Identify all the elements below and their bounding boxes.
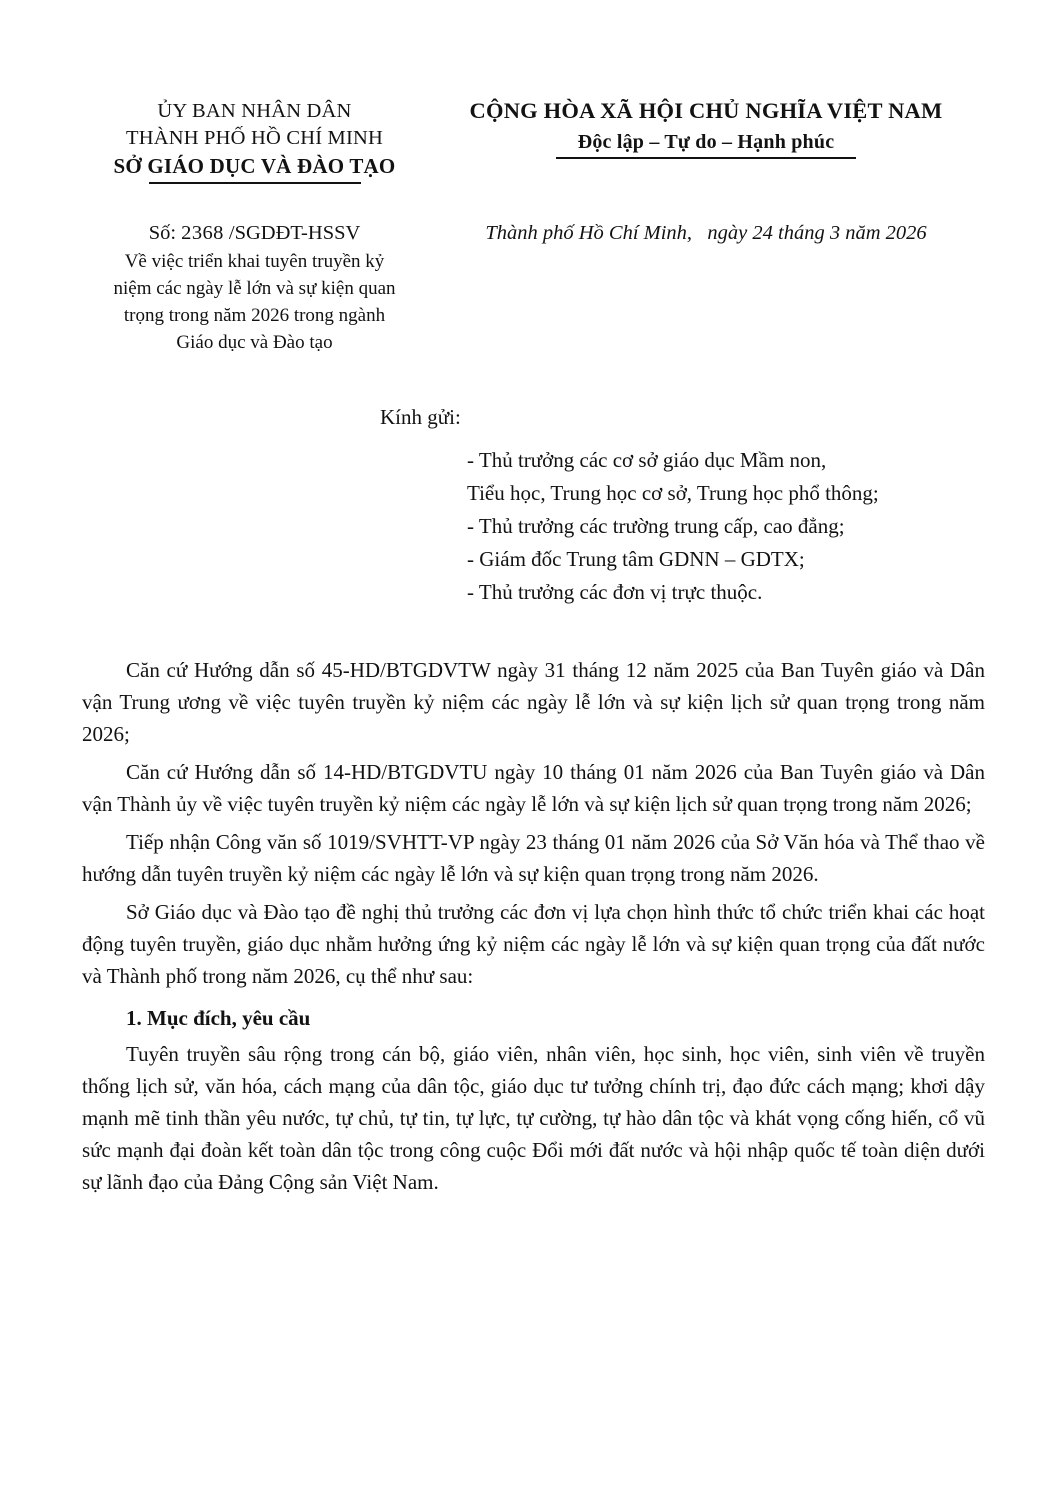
body-paragraph: Tiếp nhận Công văn số 1019/SVHTT-VP ngày 23 tháng 01 năm 2026 của Sở Văn hóa và Thể thao về hướng dẫn tuyên truyền kỷ niệm các ngày lễ lớn và sự kiện quan trọng trong năm 2026. [82,829,985,886]
recipient-item: - Thủ trưởng các trường trung cấp, cao đẳng; [467,513,845,538]
authority-divider [149,182,361,184]
national-motto: Độc lập – Tự do – Hạnh phúc [577,131,835,154]
national-divider [556,157,856,159]
document-number-value: 2368 [181,222,224,245]
recipients-list [82,444,985,610]
date-year-label: năm [845,222,881,245]
authority-line-3: SỞ GIÁO DỤC VÀ ĐÀO TẠO [113,154,396,179]
document-body [82,655,985,1199]
section-1-paragraph: Tuyên truyền sâu rộng trong cán bộ, giáo viên, nhân viên, học sinh, học viên, sinh viên về truyền thống lịch sử, văn hóa, cách mạng của dân tộc, giáo dục tư tưởng chính trị, đạo đức cách mạng; khơi dậy mạnh mẽ tinh thần yêu nước, tự chủ, tự tin, tự lực, tự cường, tự hào dân tộc và khát vọng cống hiến, cổ vũ sức mạnh đại đoàn kết toàn dân tộc trong công cuộc Đổi mới đất nước và hội nhập quốc tế toàn diện dưới sự lãnh đạo của Đảng Cộng sản Việt Nam. [82,1042,985,1195]
section-1-heading: 1. Mục đích, yêu cầu [126,1006,311,1031]
national-heading-block [427,86,985,159]
date-year: 2026 [885,222,927,245]
national-title: CỘNG HÒA XÃ HỘI CHỦ NGHĨA VIỆT NAM [469,98,943,123]
document-subheader [82,220,985,357]
document-number-suffix: /SGDĐT-HSSV [228,222,361,245]
recipient-item: - Giám đốc Trung tâm GDNN – GDTX; [467,547,805,572]
body-paragraph: Sở Giáo dục và Đào tạo đề nghị thủ trưởng các đơn vị lựa chọn hình thức tổ chức triển khai các hoạt động tuyên truyền, giáo dục nhằm hưởng ứng kỷ niệm các ngày lễ lớn và sự kiện quan trọng của đất nước và Thành phố trong năm 2026, cụ thể như sau: [82,899,985,988]
date-prefix: ngày [707,222,748,245]
authority-line-1: ỦY BAN NHÂN DÂN [157,100,352,122]
recipient-item: - Thủ trưởng các cơ sở giáo dục Mầm non, [467,447,827,472]
document-number-block [82,220,427,357]
document-number-line [82,220,427,247]
document-subject: Về việc triển khai tuyên truyền kỷ niệm các ngày lễ lớn và sự kiện quan trọng trong năm 2026 trong ngành Giáo dục và Đào tạo [113,250,396,353]
date-month: 3 [829,222,841,245]
authority-line-2: THÀNH PHỐ HỒ CHÍ MINH [125,127,384,150]
issue-place: Thành phố Hồ Chí Minh, [485,222,693,245]
date-day: 24 [752,222,773,245]
place-date-block [427,220,985,245]
recipient-item: Tiểu học, Trung học cơ sở, Trung học phổ thông; [467,480,879,505]
date-month-label: tháng [778,222,825,245]
document-header [82,86,985,184]
body-paragraph: Căn cứ Hướng dẫn số 45-HD/BTGDVTW ngày 31 tháng 12 năm 2025 của Ban Tuyên giáo và Dân vận Trung ương về việc tuyên truyền kỷ niệm các ngày lễ lớn và sự kiện lịch sử quan trọng trong năm 2026; [82,658,985,747]
body-paragraph: Căn cứ Hướng dẫn số 14-HD/BTGDVTU ngày 10 tháng 01 năm 2026 của Ban Tuyên giáo và Dân vận Thành ủy về việc tuyên truyền kỷ niệm các ngày lễ lớn và sự kiện lịch sử quan trọng trong năm 2026; [82,760,985,817]
issuing-authority-block [82,86,427,184]
place-date-line [427,222,985,245]
recipients-block [82,405,985,610]
document-number-label: Số: [148,222,177,245]
recipients-salutation: Kính gửi: [380,404,461,429]
recipient-item: - Thủ trưởng các đơn vị trực thuộc. [467,580,763,605]
